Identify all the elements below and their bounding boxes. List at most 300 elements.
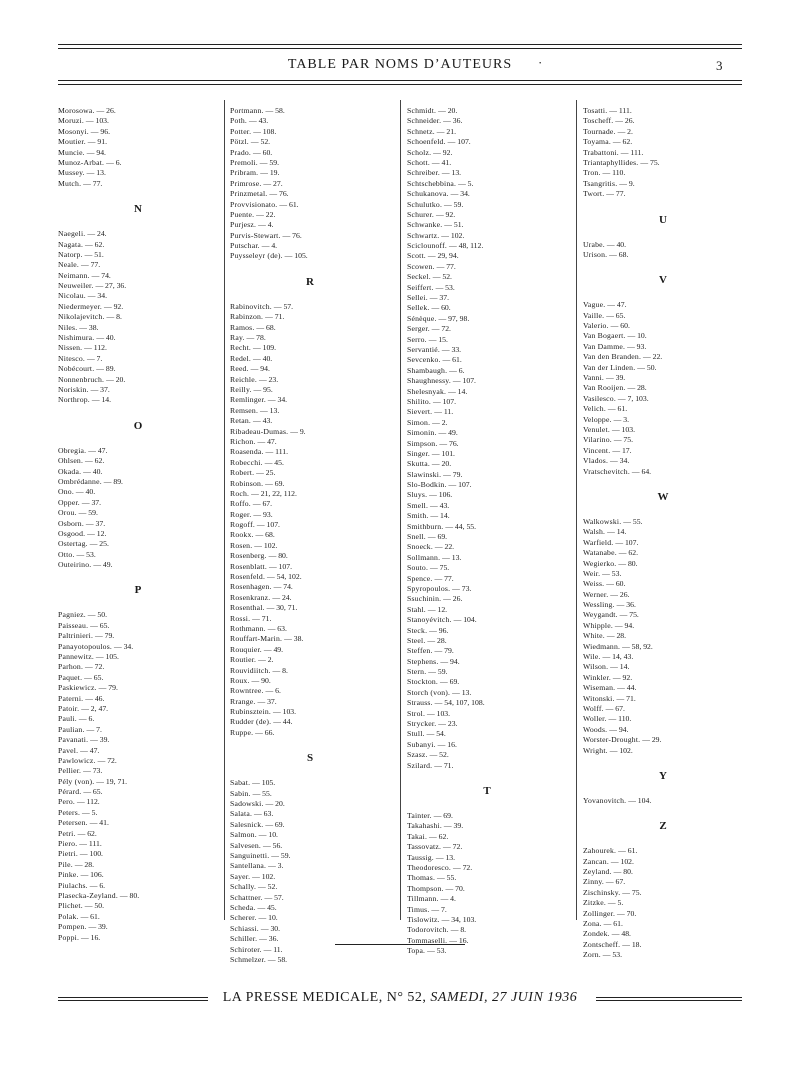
- page-refs: — 59.: [259, 157, 280, 167]
- author-name: Mosonyi.: [58, 126, 89, 136]
- author-name: Outeirino.: [58, 560, 92, 570]
- page-refs: — 62.: [85, 456, 105, 466]
- author-entry: [230, 924, 390, 934]
- author-name: Remlinger.: [230, 395, 266, 405]
- page-refs: — 69.: [433, 811, 453, 820]
- page-refs: — 47.: [257, 436, 277, 446]
- page-refs: — 4.: [440, 894, 456, 904]
- page-refs: — 112.: [76, 797, 100, 807]
- author-entry: [58, 446, 218, 456]
- section-letter: U: [659, 213, 667, 226]
- page-refs: — 100.: [79, 849, 103, 859]
- author-name: Schiroter.: [230, 944, 262, 954]
- author-entry: [58, 127, 218, 137]
- page-refs: — 13.: [441, 168, 462, 178]
- author-name: Smell.: [407, 500, 429, 510]
- author-name: Tainter.: [407, 811, 432, 820]
- author-entry: [230, 200, 390, 210]
- author-entry: [407, 750, 567, 760]
- author-entry: [58, 106, 218, 116]
- author-name: Rowntree.: [230, 686, 264, 696]
- author-name: Potter.: [230, 126, 252, 136]
- page-refs: — 104.: [453, 615, 477, 625]
- author-entry: [407, 345, 567, 355]
- author-entry: [58, 714, 218, 724]
- page-refs: — 77.: [80, 260, 101, 270]
- author-entry: [230, 179, 390, 189]
- author-name: Ruppe.: [230, 727, 254, 737]
- author-name: Thompson.: [407, 883, 444, 893]
- author-entry: [58, 652, 218, 662]
- page-refs: — 4.: [261, 241, 278, 251]
- author-name: Zitzke.: [583, 898, 606, 908]
- page-refs: — 67.: [605, 877, 626, 887]
- page-refs: — 26.: [443, 594, 463, 604]
- author-entry: [407, 148, 567, 158]
- author-entry: [583, 631, 743, 641]
- author-name: Peters.: [58, 807, 81, 817]
- author-name: Takahashi.: [407, 821, 442, 831]
- page-refs: — 27, 36.: [95, 281, 127, 291]
- author-entry: [230, 955, 390, 965]
- author-name: Ramos.: [230, 322, 255, 332]
- author-entry: [583, 240, 743, 250]
- author-entry: [407, 584, 567, 594]
- page-refs: — 8.: [450, 925, 467, 935]
- page-refs: — 63.: [254, 809, 274, 819]
- author-name: Roux.: [230, 675, 250, 685]
- page-refs: — 6.: [265, 686, 281, 696]
- author-entry: [230, 913, 390, 923]
- author-name: Purvis-Stewart.: [230, 230, 281, 240]
- page-refs: — 71.: [265, 312, 285, 322]
- author-name: Trabattoni.: [583, 147, 619, 157]
- page-refs: — 67.: [605, 703, 625, 713]
- author-entry: [230, 945, 390, 955]
- author-entry: [230, 489, 390, 499]
- page-refs: — 102.: [609, 745, 633, 755]
- author-name: Schtschebbina.: [407, 178, 457, 188]
- author-entry: [58, 881, 218, 891]
- author-name: Van der Linden.: [583, 362, 636, 372]
- author-name: Paterni.: [58, 693, 84, 703]
- author-name: Okada.: [58, 466, 82, 476]
- author-name: Stephens.: [407, 656, 439, 666]
- author-entry: [230, 406, 390, 416]
- author-name: Schwartz.: [407, 230, 440, 240]
- author-name: Petersen.: [58, 818, 88, 828]
- page-refs: — 79.: [98, 683, 118, 693]
- header-top-rule-2: [58, 48, 742, 49]
- author-name: Rouvidiitch.: [230, 665, 271, 675]
- author-entry: [58, 550, 218, 560]
- author-entry: [58, 354, 218, 364]
- author-entry: [58, 291, 218, 301]
- author-entry: [583, 559, 743, 569]
- author-entry: [58, 756, 218, 766]
- author-name: Szilard.: [407, 760, 433, 770]
- author-name: Pavel.: [58, 745, 79, 755]
- author-name: Moruzi.: [58, 116, 84, 126]
- column-divider: [576, 100, 577, 920]
- author-entry: [583, 394, 743, 404]
- author-name: Rookx.: [230, 530, 254, 540]
- author-name: Zinny.: [583, 877, 604, 887]
- page-refs: — 62.: [429, 831, 449, 841]
- author-entry: [407, 646, 567, 656]
- author-name: Sanguinetti.: [230, 851, 270, 860]
- page-refs: — 43.: [429, 500, 450, 510]
- author-name: Nagata.: [58, 239, 84, 249]
- page-refs: — 79.: [443, 469, 463, 479]
- author-name: Rosenkranz.: [230, 592, 271, 602]
- page-refs: — 58.: [265, 106, 285, 115]
- page-refs: — 19.: [260, 168, 280, 178]
- page-refs: — 105.: [252, 778, 276, 788]
- page-refs: — 24.: [272, 592, 292, 602]
- page-refs: — 103.: [272, 707, 297, 717]
- author-name: Simpson.: [407, 438, 438, 448]
- page-refs: — 26.: [610, 589, 630, 599]
- author-name: Wessling.: [583, 600, 615, 610]
- page-refs: — 58.: [267, 954, 288, 964]
- author-entry: [583, 548, 743, 558]
- author-name: Veloppe.: [583, 414, 612, 424]
- page-refs: — 111.: [265, 447, 289, 457]
- author-name: Pellier.: [58, 766, 82, 776]
- author-name: Robinson.: [230, 478, 264, 488]
- author-name: Tosatti.: [583, 106, 608, 115]
- author-name: Pérard.: [58, 787, 82, 797]
- author-name: Watanabe.: [583, 548, 617, 558]
- page-refs: — 105.: [95, 652, 119, 662]
- author-entry: [583, 331, 743, 341]
- author-entry: [583, 642, 743, 652]
- page-refs: — 65.: [606, 310, 626, 320]
- author-entry: [58, 158, 218, 168]
- page-refs: — 34, 103.: [441, 914, 477, 924]
- author-name: Weiss.: [583, 579, 605, 589]
- author-entry: [407, 832, 567, 842]
- author-name: Simon.: [407, 417, 431, 427]
- author-name: Taussig.: [407, 852, 434, 862]
- page-refs: — 77.: [606, 189, 626, 199]
- author-entry: [407, 116, 567, 126]
- author-entry: [230, 676, 390, 686]
- author-entry: [58, 621, 218, 631]
- page-refs: — 71.: [434, 760, 454, 770]
- author-name: Vasilesco.: [583, 393, 616, 403]
- page-refs: — 94.: [86, 147, 106, 157]
- author-entry: [230, 416, 390, 426]
- page-refs: — 7.: [86, 353, 103, 363]
- author-entry: [583, 116, 743, 126]
- author-name: Neale.: [58, 260, 80, 270]
- author-entry: [58, 901, 218, 911]
- page-title: TABLE PAR NOMS D’AUTEURS: [287, 57, 513, 72]
- page-refs: — 59.: [271, 851, 291, 860]
- author-name: Niles.: [58, 322, 78, 332]
- page-refs: — 39.: [88, 922, 108, 932]
- page-refs: — 59.: [428, 667, 448, 677]
- author-entry: [407, 667, 567, 677]
- author-entry: [230, 220, 390, 230]
- page-refs: — 7, 103.: [617, 393, 649, 403]
- page-refs: — 10.: [627, 331, 647, 341]
- page-refs: — 49.: [438, 428, 458, 438]
- author-entry: [407, 158, 567, 168]
- author-entry: [407, 853, 567, 863]
- header-bottom-rule-2: [58, 84, 742, 85]
- author-name: Van Damme.: [583, 341, 626, 351]
- page-refs: — 39.: [443, 821, 464, 831]
- page-refs: — 5.: [607, 898, 624, 908]
- page-refs: — 71.: [616, 693, 636, 703]
- page-refs: — 47.: [80, 745, 100, 755]
- author-name: Winkler.: [583, 672, 611, 682]
- author-name: Schneider.: [407, 116, 442, 126]
- page-refs: — 8.: [272, 665, 288, 675]
- author-name: Scott.: [407, 251, 426, 261]
- page-refs: — 107.: [447, 137, 471, 147]
- author-name: Zondek.: [583, 929, 610, 939]
- author-name: Serger.: [407, 324, 430, 334]
- page-refs: — 52.: [250, 137, 271, 147]
- page-refs: — 54, 102.: [267, 572, 302, 582]
- page-refs: — 53.: [602, 950, 623, 960]
- author-entry: [230, 893, 390, 903]
- author-entry: [407, 449, 567, 459]
- author-name: Shambaugh.: [407, 365, 448, 375]
- author-name: Scheda.: [230, 902, 256, 912]
- author-entry: [230, 354, 390, 364]
- page-refs: — 62.: [612, 137, 633, 147]
- author-entry: [583, 435, 743, 445]
- author-entry: [230, 458, 390, 468]
- author-entry: [583, 383, 743, 393]
- page-refs: — 96.: [429, 625, 449, 635]
- page-refs: — 45.: [257, 902, 277, 912]
- author-entry: [583, 857, 743, 867]
- author-name: Zeyland.: [583, 867, 612, 877]
- author-name: Scowen.: [407, 261, 435, 271]
- author-name: Vlados.: [583, 456, 609, 466]
- page-refs: — 11.: [263, 944, 283, 954]
- author-name: Shaughnessy.: [407, 376, 451, 386]
- author-entry: [407, 594, 567, 604]
- author-entry: [58, 477, 218, 487]
- author-name: Nitesco.: [58, 353, 86, 363]
- page-refs: — 65.: [90, 620, 110, 630]
- page-refs: — 89.: [103, 476, 123, 486]
- author-entry: [230, 137, 390, 147]
- author-name: Steck.: [407, 625, 428, 635]
- page-refs: — 20.: [106, 374, 126, 384]
- author-name: Van den Branden.: [583, 352, 642, 362]
- page-refs: — 40.: [83, 466, 103, 476]
- author-name: Obregia.: [58, 445, 87, 455]
- author-entry: [230, 697, 390, 707]
- section-letter: Z: [659, 820, 667, 833]
- page-refs: — 75.: [430, 563, 450, 573]
- author-entry: [583, 714, 743, 724]
- author-entry: [407, 915, 567, 925]
- page-refs: — 80.: [613, 867, 633, 877]
- author-name: Snoeck.: [407, 542, 433, 552]
- author-name: Toyama.: [583, 137, 611, 147]
- page-refs: — 76.: [282, 230, 302, 240]
- page-refs: — 72.: [452, 862, 473, 872]
- author-entry: [583, 940, 743, 950]
- author-name: Puysseleyr (de).: [230, 251, 283, 261]
- author-name: Sabat.: [230, 778, 251, 788]
- page-refs: — 107.: [256, 520, 280, 530]
- author-name: Roch.: [230, 488, 250, 498]
- author-entry: [583, 746, 743, 756]
- author-entry: [407, 106, 567, 116]
- author-entry: [407, 688, 567, 698]
- page-refs: — 2.: [617, 126, 633, 136]
- section-letter: T: [483, 785, 491, 797]
- author-name: Moutier.: [58, 137, 86, 147]
- author-entry: [58, 508, 218, 518]
- author-entry: [58, 735, 218, 745]
- author-name: Tillmann.: [407, 894, 439, 904]
- author-name: Putschar.: [230, 241, 260, 251]
- author-name: Shilito.: [407, 396, 432, 406]
- author-entry: [407, 168, 567, 178]
- page-refs: — 65.: [84, 672, 104, 682]
- page-refs: — 79.: [95, 631, 115, 641]
- page-refs: — 45.: [264, 457, 284, 467]
- header-bottom-rule: [58, 80, 742, 81]
- page-refs: — 101.: [431, 448, 455, 458]
- author-entry: [407, 698, 567, 708]
- author-entry: [407, 729, 567, 739]
- author-entry: [583, 425, 743, 435]
- author-name: Schurer.: [407, 209, 435, 219]
- author-name: Premoli.: [230, 157, 258, 167]
- author-name: Rosenberg.: [230, 551, 267, 561]
- page-refs: — 69.: [439, 677, 460, 687]
- author-entry: [407, 439, 567, 449]
- author-entry: [230, 210, 390, 220]
- page-refs: — 53.: [427, 946, 447, 956]
- author-name: Wiseman.: [583, 683, 616, 693]
- author-name: Paltrinieri.: [58, 631, 94, 641]
- page-refs: — 13.: [452, 687, 472, 697]
- author-name: Urabe.: [583, 239, 605, 249]
- author-name: Pauli.: [58, 714, 77, 724]
- author-name: Strauss.: [407, 698, 433, 708]
- page-refs: — 103.: [427, 708, 451, 718]
- author-name: Zorn.: [583, 950, 601, 960]
- page-refs: — 112.: [84, 343, 107, 353]
- author-entry: [583, 683, 743, 693]
- author-entry: [230, 364, 390, 374]
- page-refs: — 26.: [615, 116, 635, 126]
- author-name: Triantaphyllides.: [583, 157, 639, 167]
- author-entry: [230, 634, 390, 644]
- author-entry: [58, 746, 218, 756]
- page-refs: — 6.: [106, 157, 122, 167]
- page-refs: — 50.: [87, 610, 107, 620]
- author-entry: [58, 808, 218, 818]
- page-refs: — 97, 98.: [438, 313, 470, 323]
- author-name: Nishimura.: [58, 333, 95, 343]
- page-refs: — 43.: [252, 416, 273, 426]
- page-refs: — 92.: [435, 209, 456, 219]
- section-letter: P: [134, 584, 142, 597]
- author-name: Seckel.: [407, 272, 431, 282]
- page-refs: — 14.: [91, 395, 112, 405]
- author-entry: [407, 842, 567, 852]
- page-refs: — 28.: [74, 859, 95, 869]
- page-refs: — 62.: [618, 548, 638, 558]
- author-entry: [58, 870, 218, 880]
- author-name: Petri.: [58, 828, 76, 838]
- author-name: Sénèque.: [407, 313, 437, 323]
- author-name: Yovanovitch.: [583, 795, 627, 805]
- page-refs: — 77.: [434, 573, 454, 583]
- author-name: Routier.: [230, 655, 257, 665]
- author-name: Ostertag.: [58, 539, 88, 549]
- page-refs: — 17.: [612, 445, 632, 455]
- page-refs: — 92.: [612, 672, 633, 682]
- author-name: Pietri.: [58, 849, 78, 859]
- author-entry: [583, 373, 743, 383]
- author-entry: [407, 200, 567, 210]
- author-entry: [230, 116, 390, 126]
- author-entry: [407, 511, 567, 521]
- author-name: Timus.: [407, 904, 430, 914]
- page-refs: — 2, 47.: [81, 703, 109, 713]
- author-entry: [407, 946, 567, 956]
- author-name: Steel.: [407, 635, 426, 645]
- author-entry: [230, 686, 390, 696]
- author-name: Purjesz.: [230, 220, 257, 230]
- page-refs: — 70.: [617, 908, 637, 918]
- page-refs: — 21, 22, 112.: [251, 488, 297, 498]
- page-refs: — 89.: [96, 364, 116, 374]
- page-refs: — 59.: [444, 199, 464, 209]
- author-entry: [407, 262, 567, 272]
- author-entry: [407, 376, 567, 386]
- author-entry: [407, 387, 567, 397]
- author-entry: [230, 572, 390, 582]
- author-name: Nikolajevitch.: [58, 312, 105, 322]
- author-entry: [58, 116, 218, 126]
- page-refs: — 103.: [85, 116, 109, 126]
- page-refs: — 10.: [258, 830, 278, 840]
- author-name: Prinzmetal.: [230, 189, 268, 199]
- author-name: Storch (von).: [407, 687, 451, 697]
- author-entry: [583, 517, 743, 527]
- author-entry: [583, 158, 743, 168]
- page-refs: — 110.: [602, 168, 626, 178]
- page-refs: — 59.: [78, 508, 98, 518]
- author-name: Singer.: [407, 448, 430, 458]
- author-name: Tsangritis.: [583, 178, 618, 188]
- author-entry: [583, 579, 743, 589]
- page-refs: — 93.: [627, 341, 647, 351]
- page-refs: — 53.: [435, 282, 455, 292]
- author-name: Schreiber.: [407, 168, 440, 178]
- page-refs: — 2.: [432, 417, 448, 427]
- author-entry: [407, 137, 567, 147]
- author-entry: [58, 725, 218, 735]
- page-refs: — 48, 112.: [448, 241, 484, 251]
